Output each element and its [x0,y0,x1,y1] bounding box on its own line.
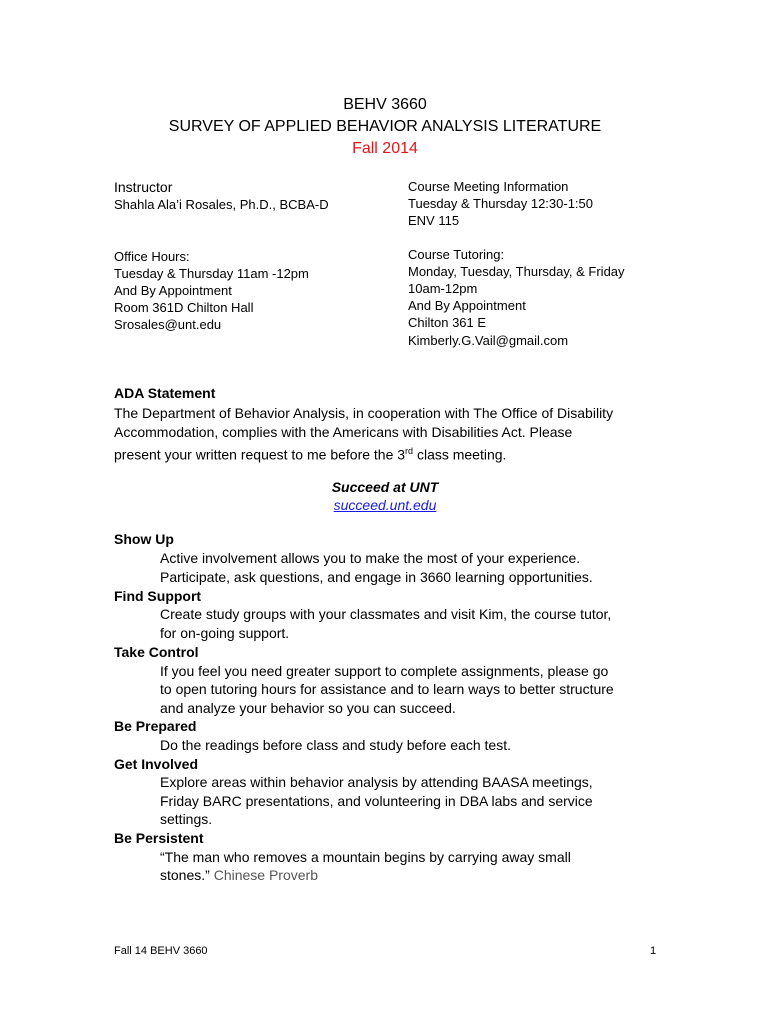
quote-text: stones.” [160,867,210,883]
section-heading: Get Involved [114,756,199,772]
section-heading: Be Prepared [114,718,197,734]
section-line: Friday BARC presentations, and volunteering in DBA labs and service [160,793,593,809]
section-line: Active involvement allows you to make the most of your experience. [160,550,581,566]
tutoring-heading: Course Tutoring: [408,247,505,262]
page-number: 1 [650,945,657,957]
office-hours-heading: Office Hours: [114,249,190,264]
quote-attribution: Chinese Proverb [209,867,318,883]
term: Fall 2014 [352,140,418,157]
section-line: to open tutoring hours for assistance and to learn ways to better structure [160,681,614,697]
ada-line: The Department of Behavior Analysis, in cooperation with The Office of Disability [114,405,614,421]
section-heading: Find Support [114,588,202,604]
section-line: Do the readings before class and study before each test. [160,737,511,753]
section-line: Create study groups with your classmates and visit Kim, the course tutor, [160,606,612,622]
office-hours-line: Room 361D Chilton Hall [114,300,254,315]
tutoring-line: 10am-12pm [408,281,478,296]
section-line: for on-going support. [160,625,290,641]
ada-line [114,442,674,465]
meeting-heading: Course Meeting Information [408,179,569,194]
course-code: BEHV 3660 [343,96,427,113]
section-heading: Be Persistent [114,830,204,846]
section-line: and analyze your behavior so you can succeed. [160,700,456,716]
succeed-link[interactable]: succeed.unt.edu [333,497,437,513]
ada-line: Accommodation, complies with the Americans with Disabilities Act. Please [114,424,573,440]
instructor-name: Shahla Ala’i Rosales, Ph.D., BCBA-D [114,197,329,212]
section-heading: Take Control [114,644,199,660]
section-heading: Show Up [114,531,174,547]
section-line: If you feel you need greater support to complete assignments, please go [160,663,609,679]
ada-line-text: class meeting. [413,446,507,463]
meeting-days-time: Tuesday & Thursday 12:30-1:50 [408,196,594,211]
ada-line-text: present your written request to me before the 3 [114,446,406,463]
footer-left: Fall 14 BEHV 3660 [114,945,208,957]
course-title: SURVEY OF APPLIED BEHAVIOR ANALYSIS LITERATURE [168,118,602,135]
ada-heading: ADA Statement [114,385,216,401]
tutoring-line: Chilton 361 E [408,315,487,330]
section-line: settings. [160,811,213,827]
meeting-room: ENV 115 [408,213,460,228]
instructor-heading: Instructor [114,179,173,195]
section-line: “The man who removes a mountain begins by carrying away small [160,849,571,865]
section-line: Participate, ask questions, and engage in 3660 learning opportunities. [160,569,593,585]
office-hours-email: Srosales@unt.edu [114,317,222,332]
office-hours-line: Tuesday & Thursday 11am -12pm [114,266,309,281]
office-hours-line: And By Appointment [114,283,232,298]
section-line: Explore areas within behavior analysis by attending BAASA meetings, [160,774,593,790]
tutoring-email: Kimberly.G.Vail@gmail.com [408,333,569,348]
tutoring-line: And By Appointment [408,298,526,313]
succeed-link-wrap [0,497,770,513]
tutoring-line: Monday, Tuesday, Thursday, & Friday [408,264,625,279]
succeed-title: Succeed at UNT [331,479,439,495]
quote-last-line [160,866,318,885]
ada-superscript: rd [405,446,414,456]
